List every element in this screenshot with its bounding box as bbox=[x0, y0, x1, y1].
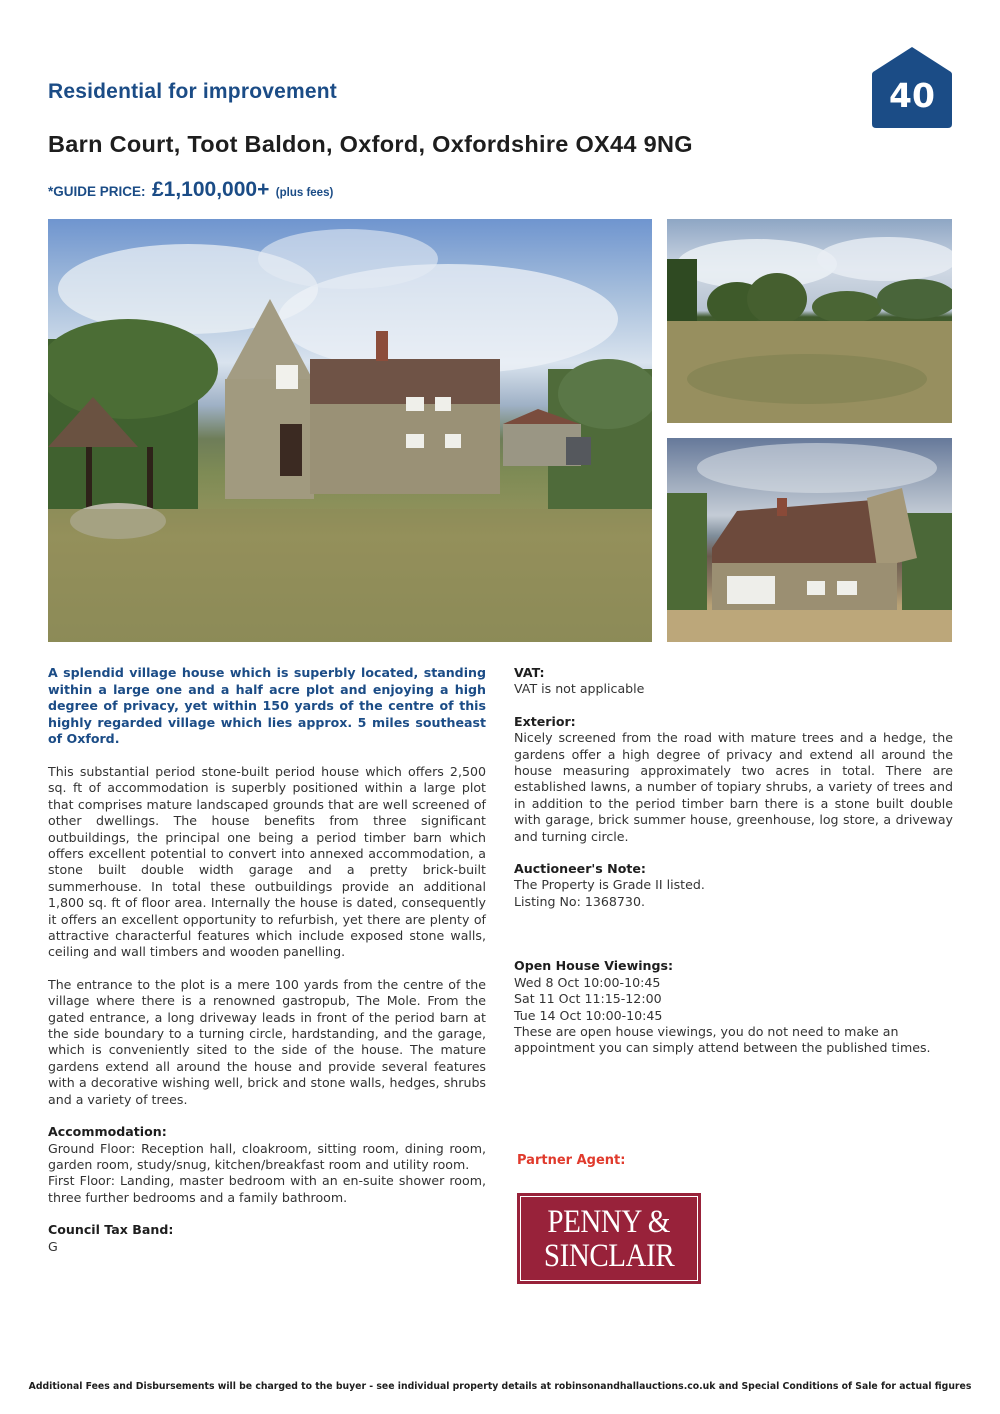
exterior-text: Nicely screened from the road with mature trees and a hedge, the gardens offer a high degree of privacy and extend all around the house measuring approximately two acres in total. There are established lawns, a number of topiary shrubs, a variety of trees and in addition to the period timber barn there is a stone built double with garage, brick summer house, greenhouse, log store, a driveway and turning circle. bbox=[514, 730, 953, 844]
photo-main-house-front bbox=[48, 219, 652, 642]
accommodation-heading: Accommodation: bbox=[48, 1124, 167, 1140]
partner-logo-frame bbox=[520, 1196, 698, 1281]
listing-category: Residential for improvement bbox=[48, 80, 337, 103]
open-house-viewings-heading: Open House Viewings: bbox=[514, 958, 674, 974]
house-front-image-icon bbox=[48, 219, 652, 642]
auctioneers-note-line: Listing No: 1368730. bbox=[514, 893, 645, 909]
auctioneers-note-heading: Auctioneer's Note: bbox=[514, 861, 646, 877]
partner-logo-text: SINCLAIR bbox=[543, 1237, 675, 1274]
viewings-note: These are open house viewings, you do not need to make an appointment you can simply attend between the published times. bbox=[514, 1023, 931, 1056]
lead-summary: A splendid village house which is superbly located, standing within a large one and a half acre plot and enjoying a high degree of privacy, yet within 150 yards of the centre of this highly regarded village which lies approx. 5 miles southeast of Oxford. bbox=[48, 665, 486, 747]
property-address: Barn Court, Toot Baldon, Oxford, Oxfordshire OX44 9NG bbox=[48, 131, 693, 157]
lot-badge bbox=[871, 46, 953, 129]
council-tax-value: G bbox=[48, 1238, 58, 1254]
guide-price bbox=[48, 178, 333, 202]
lot-number: 40 bbox=[889, 76, 935, 115]
vat-value: VAT is not applicable bbox=[514, 681, 645, 697]
vat-heading: VAT: bbox=[514, 665, 545, 680]
description-paragraph: This substantial period stone-built period house which offers 2,500 sq. ft of accommodation is superbly positioned within a large plot that comprises mature landscaped grounds that are well screened of other dwellings. The house benefits from three significant outbuildings, the principal one being a period timber barn which offers excellent potential to convert into annexed accommodation, a stone built double width garage and a pretty brick-built summerhouse. In total these outbuildings provide an additional 1,800 sq. ft of floor area. Internally the house is dated, consequently it offers an excellent opportunity to refurbish, yet there are plenty of attractive characterful features which include exposed stone walls, ceiling and wall timbers and wooden panelling. bbox=[48, 763, 486, 960]
description-paragraph: The entrance to the plot is a mere 100 yards from the centre of the village where there is a renowned gastropub, The Mole. From the gated entrance, a long driveway leads in front of the period barn at the side boundary to a turning circle, hardstanding, and the garage, which is conveniently sited to the side of the house. The mature gardens extend all around the house and provide several features with a decorative wishing well, brick and stone walls, hedges, shrubs and a variety of trees. bbox=[48, 976, 486, 1107]
guide-price-value: £1,100,000+ bbox=[151, 178, 270, 201]
photo-garden-lawn bbox=[667, 219, 952, 423]
photo-house-rear bbox=[667, 438, 952, 642]
viewing-slot: Tue 14 Oct 10:00-10:45 bbox=[514, 1007, 663, 1023]
viewing-slot: Sat 11 Oct 11:15-12:00 bbox=[514, 991, 662, 1007]
auctioneers-note-line: The Property is Grade II listed. bbox=[514, 877, 705, 893]
council-tax-heading: Council Tax Band: bbox=[48, 1222, 174, 1238]
ground-floor-text: Ground Floor: Reception hall, cloakroom, sitting room, dining room, garden room, study/snug, kitchen/breakfast room and utility room. bbox=[48, 1140, 486, 1172]
footer-disclaimer: Additional Fees and Disbursements will be charged to the buyer - see individual property details at robinsonandhallauctions.co.uk and Special Conditions of Sale for actual figures bbox=[28, 1381, 972, 1392]
details-column bbox=[514, 665, 953, 1057]
exterior-heading: Exterior: bbox=[514, 713, 576, 729]
partner-logo-text: PENNY & bbox=[547, 1203, 671, 1240]
garden-lawn-image-icon bbox=[667, 219, 952, 423]
viewing-slot: Wed 8 Oct 10:00-10:45 bbox=[514, 974, 661, 990]
guide-price-label: *GUIDE PRICE: bbox=[48, 184, 146, 199]
partner-agent-logo[interactable] bbox=[517, 1193, 701, 1284]
partner-agent-label: Partner Agent: bbox=[517, 1153, 626, 1168]
description-column bbox=[48, 665, 486, 1255]
first-floor-text: First Floor: Landing, master bedroom with an en-suite shower room, three further bedrooms and a family bathroom. bbox=[48, 1173, 486, 1205]
house-rear-image-icon bbox=[667, 438, 952, 642]
guide-price-note: (plus fees) bbox=[275, 187, 334, 199]
